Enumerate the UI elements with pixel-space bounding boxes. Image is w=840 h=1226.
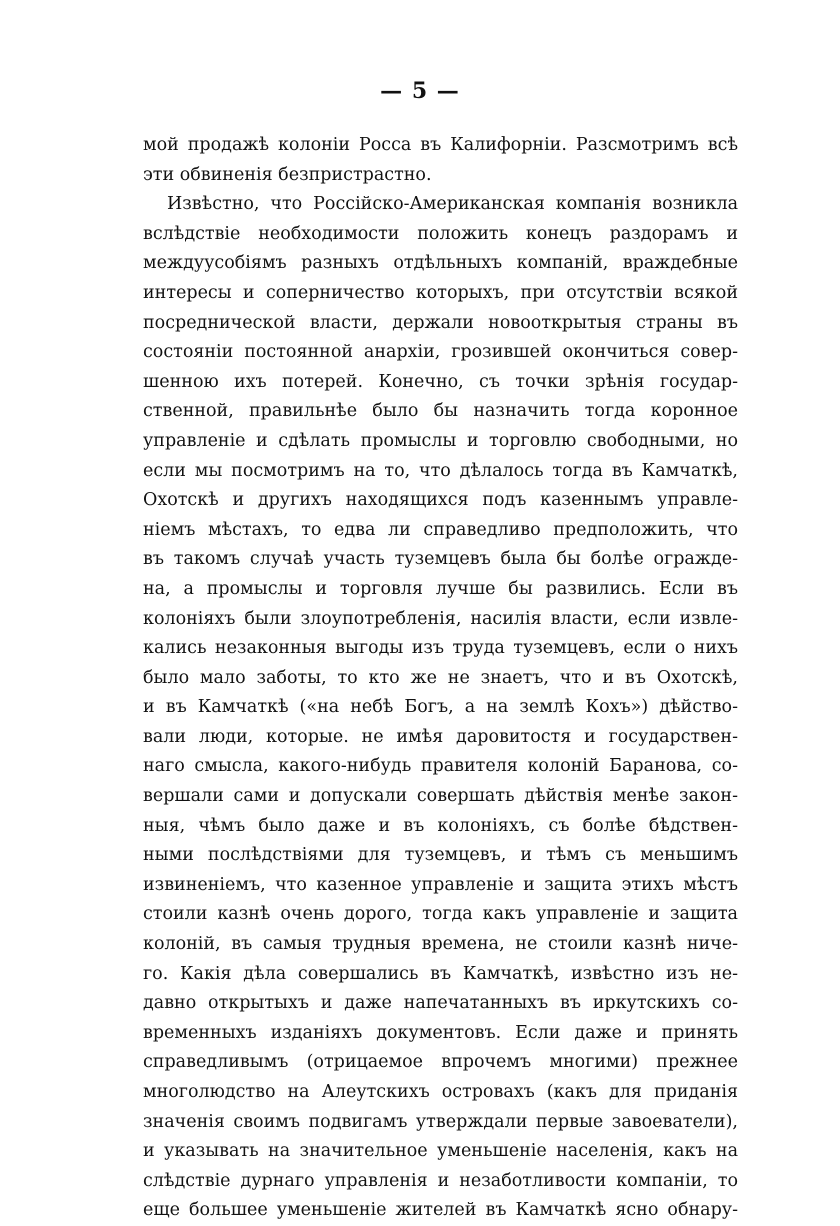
text-line: вали люди, которые. не имѣя даровитостя и государствен- xyxy=(143,726,738,747)
text-line: ніемъ мѣстахъ, то едва ли справедливо предположить, что xyxy=(143,519,738,540)
text-line: если мы посмотримъ на то, что дѣлалось тогда въ Камчаткѣ, xyxy=(143,460,738,481)
text-line: извиненіемъ, что казенное управленіе и защита этихъ мѣстъ xyxy=(143,874,738,895)
page-number: — 5 — xyxy=(380,78,460,104)
text-line: было мало заботы, то кто же не знаетъ, что и въ Охотскѣ, xyxy=(143,667,738,688)
text-line: справедливымъ (отрицаемое впрочемъ многими) прежнее xyxy=(143,1052,738,1073)
text-line: шенною ихъ потерей. Конечно, съ точки зрѣнія государ- xyxy=(143,371,738,392)
text-line: значенія своимъ подвигамъ утверждали первые завоеватели), xyxy=(143,1111,738,1132)
text-line: вершали сами и допускали совершать дѣйствія менѣе закон- xyxy=(143,786,738,807)
text-line: эти обвиненія безпристрастно. xyxy=(143,164,432,185)
text-line: и указывать на значительное уменьшеніе населенія, какъ на xyxy=(143,1141,738,1162)
text-line: наго смысла, какого-нибудь правителя колоній Баранова, со- xyxy=(143,756,738,777)
text-line: на, а промыслы и торговля лучше бы развились. Если въ xyxy=(143,578,738,599)
body-text xyxy=(143,131,738,1226)
text-line: состояніи постоянной анархіи, грозившей окончиться совер- xyxy=(143,342,738,363)
text-line: кались незаконныя выгоды изъ труда туземцевъ, если о нихъ xyxy=(143,638,738,659)
text-line: мой продажѣ колоніи Росса въ Калифорніи. Разсмотримъ всѣ xyxy=(143,135,738,155)
text-line: ными послѣдствіями для туземцевъ, и тѣмъ съ меньшимъ xyxy=(143,845,738,866)
text-line: давно открытыхъ и даже напечатанныхъ въ иркутскихъ со- xyxy=(143,993,738,1014)
text-line: Охотскѣ и другихъ находящихся подъ казеннымъ управле- xyxy=(143,490,738,511)
text-line: вслѣдствіе необходимости положить конецъ раздорамъ и xyxy=(143,223,738,244)
text-line: интересы и соперничество которыхъ, при отсутствіи всякой xyxy=(143,282,738,303)
text-line: колоніяхъ были злоупотребленія, насилія власти, если извле- xyxy=(143,608,738,629)
text-line: ственной, правильнѣе было бы назначить тогда коронное xyxy=(143,401,738,422)
text-line: стоили казнѣ очень дорого, тогда какъ управленіе и защита xyxy=(143,904,738,925)
text-line: Извѣстно, что Россійско-Американская компанія возникла xyxy=(167,194,738,215)
text-line: управленіе и сдѣлать промыслы и торговлю свободными, но xyxy=(143,430,738,451)
text-line: въ такомъ случаѣ участь туземцевъ была бы болѣе огражде- xyxy=(143,549,738,570)
text-line: колоній, въ самыя трудныя времена, не стоили казнѣ ниче- xyxy=(143,934,738,955)
text-line: слѣдствіе дурнаго управленія и незаботливости компаніи, то xyxy=(143,1170,738,1191)
text-line: временныхъ изданіяхъ документовъ. Если даже и принять xyxy=(143,1022,738,1043)
text-line: еще большее уменьшеніе жителей въ Камчаткѣ ясно обнару- xyxy=(143,1200,738,1221)
text-line: ныя, чѣмъ было даже и въ колоніяхъ, съ болѣе бѣдствен- xyxy=(143,815,738,836)
text-line: и въ Камчаткѣ («на небѣ Богъ, а на землѣ Кохъ») дѣйство- xyxy=(143,697,738,718)
text-line: го. Какія дѣла совершались въ Камчаткѣ, извѣстно изъ не- xyxy=(143,963,738,984)
text-line: междуусобіямъ разныхъ отдѣльныхъ компаній, враждебные xyxy=(143,253,738,274)
text-line: многолюдство на Алеутскихъ островахъ (какъ для приданія xyxy=(143,1082,738,1102)
text-line: посреднической власти, держали новооткрытыя страны въ xyxy=(143,312,738,333)
